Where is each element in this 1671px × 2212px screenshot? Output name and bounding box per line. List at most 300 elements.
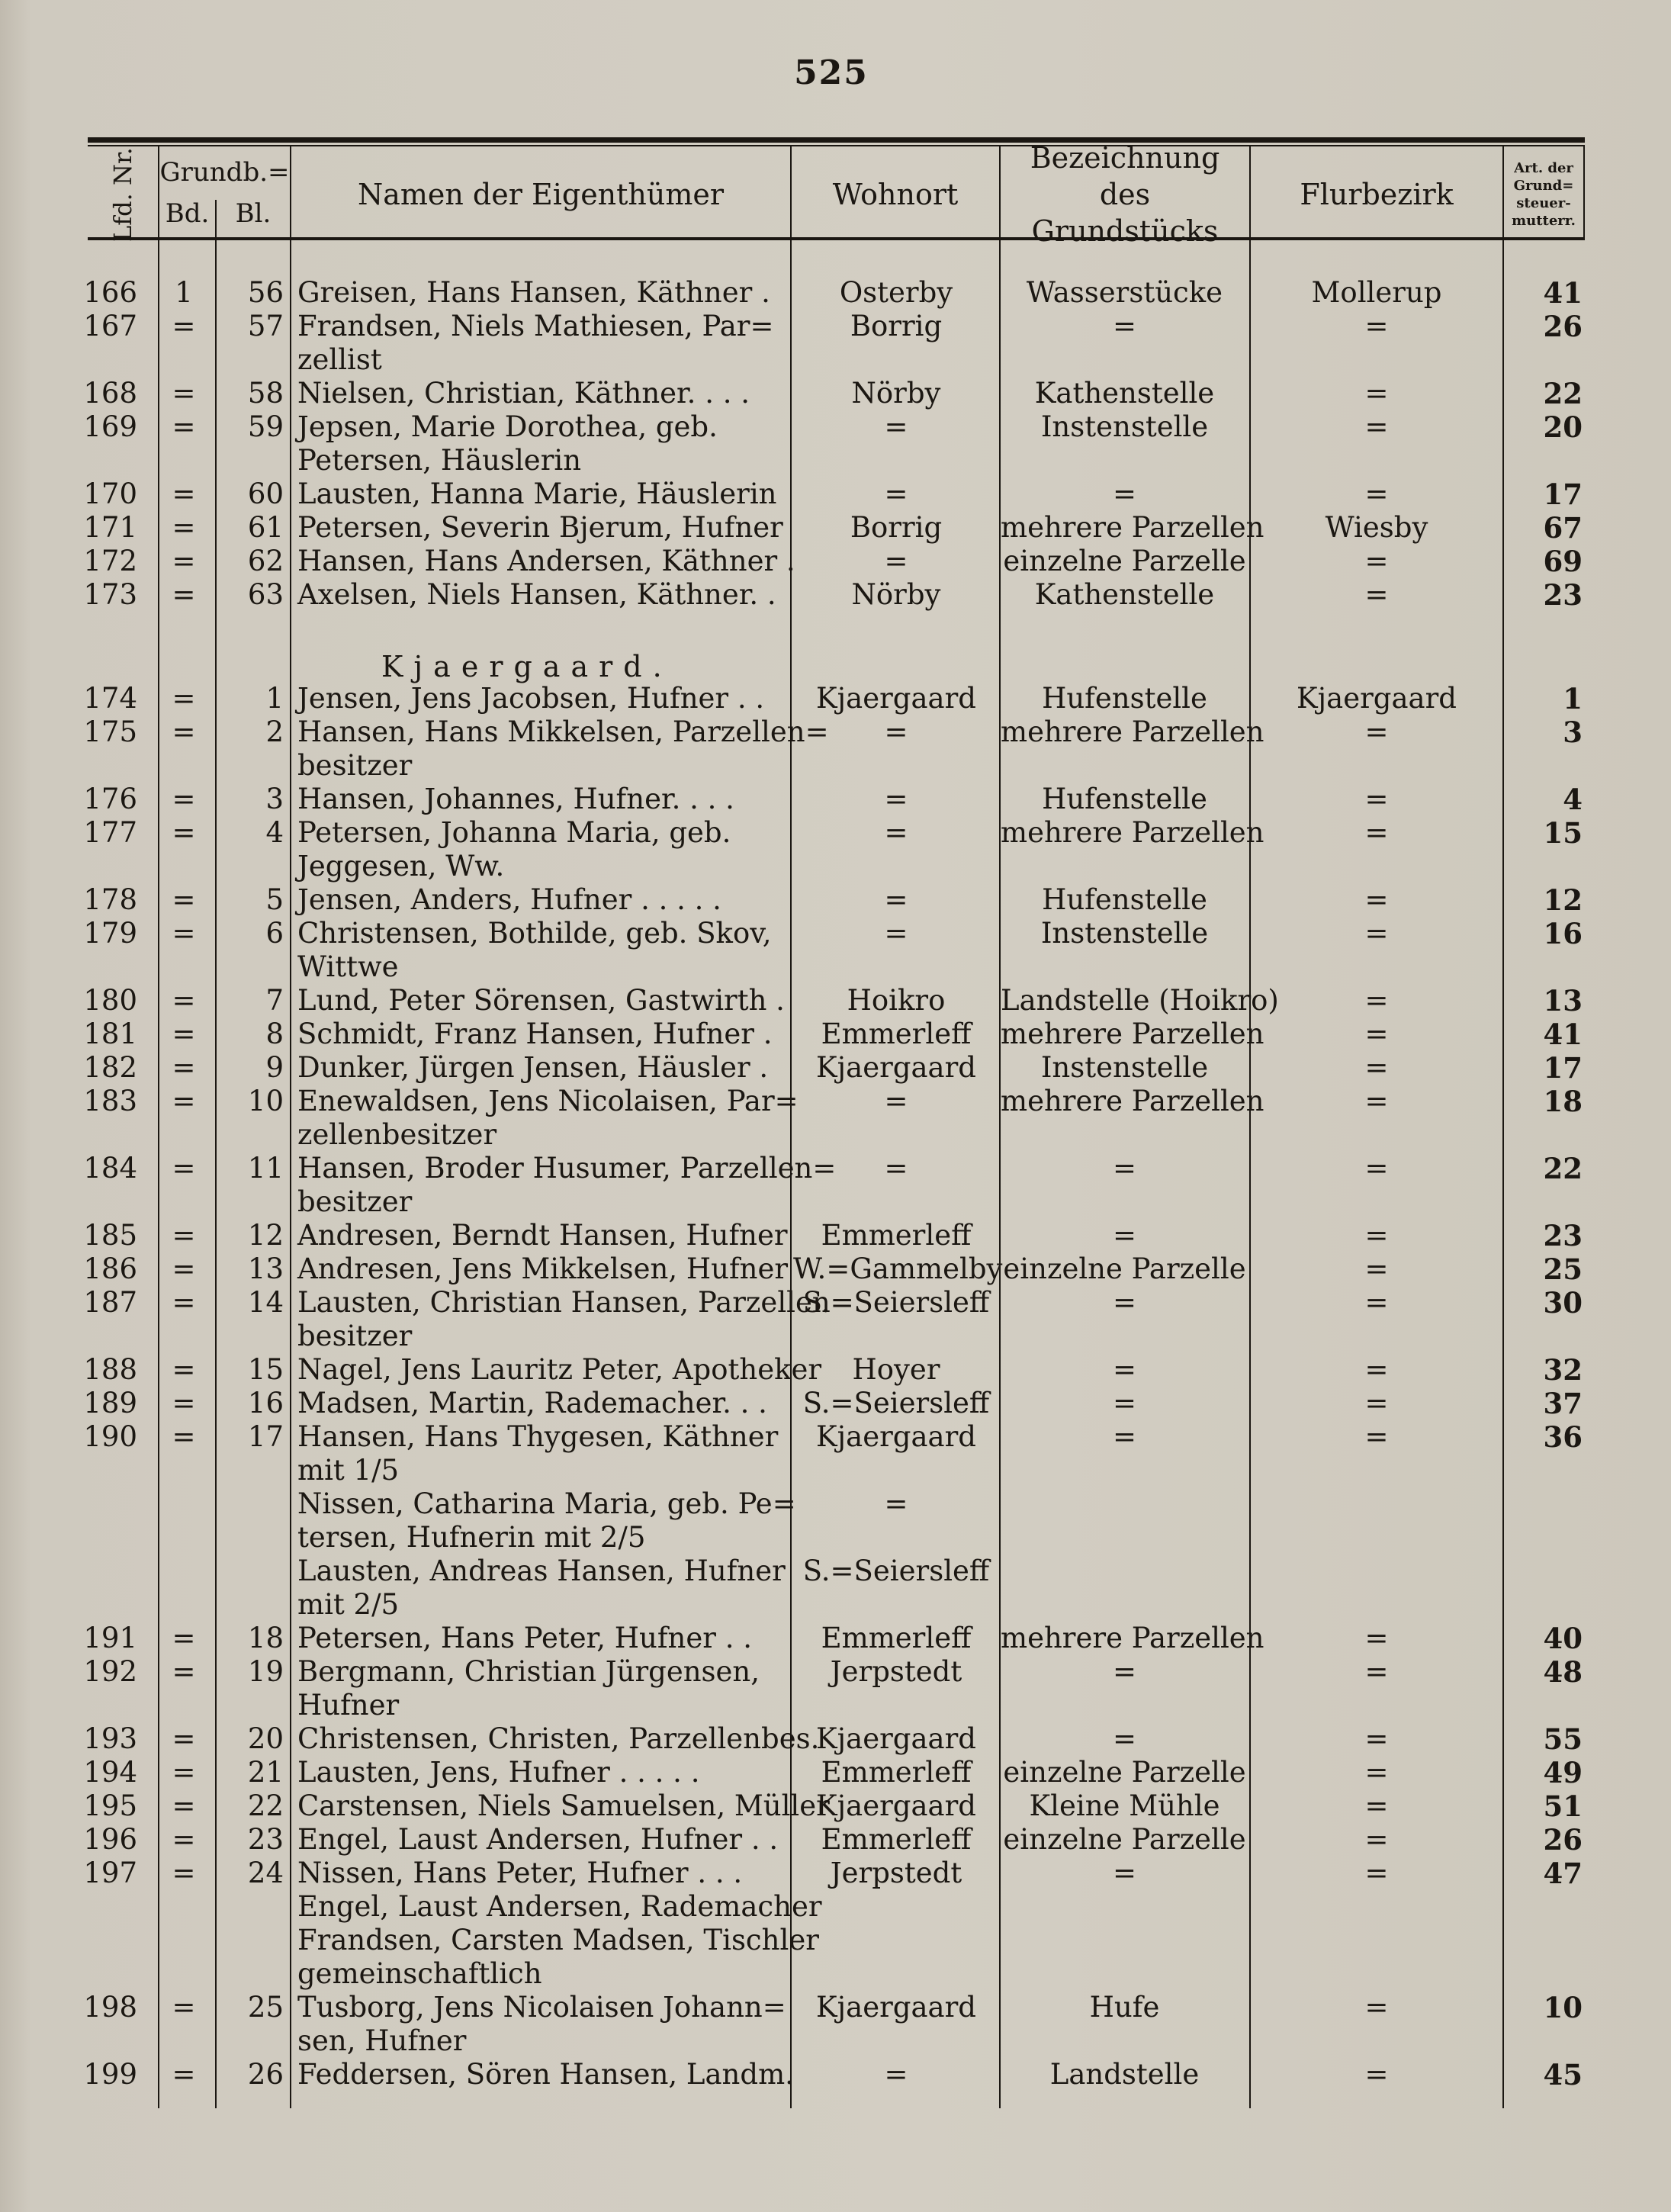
eigenthuemer-line: Dunker, Jürgen Jensen, Häusler . xyxy=(297,1051,769,1084)
cell-eigenthuemer xyxy=(297,1655,786,1722)
cell-bezeichnung: = xyxy=(1112,1219,1136,1252)
eigenthuemer-line: zellist xyxy=(297,343,382,376)
cell-artikel: 48 xyxy=(1543,1655,1583,1689)
cell-artikel: 41 xyxy=(1543,276,1583,310)
cell-grundbuch-blatt: 20 xyxy=(247,1722,284,1755)
eigenthuemer-line: Wittwe xyxy=(297,950,399,983)
cell-lfd-nr: 166 xyxy=(83,276,137,309)
cell-artikel: 17 xyxy=(1543,477,1583,511)
cell-grundbuch-blatt: 59 xyxy=(247,410,284,443)
cell-wohnort: = xyxy=(884,2058,908,2091)
cell-artikel: 37 xyxy=(1543,1387,1583,1420)
col-divider-right xyxy=(1583,146,1585,240)
cell-grundbuch-blatt: 26 xyxy=(247,2058,284,2091)
cell-artikel: 4 xyxy=(1563,783,1583,816)
cell-eigenthuemer xyxy=(297,917,786,984)
cell-flurbezirk: = xyxy=(1364,410,1389,443)
cell-bezeichnung: = xyxy=(1112,477,1136,510)
cell-grundbuch-blatt: 22 xyxy=(247,1789,284,1822)
cell-eigenthuemer xyxy=(297,715,829,783)
cell-eigenthuemer xyxy=(297,816,786,883)
cell-bezeichnung: einzelne Parzelle xyxy=(1003,1823,1246,1856)
table-row xyxy=(0,511,1671,545)
cell-grundbuch-band: = xyxy=(172,682,196,715)
table-row xyxy=(0,1857,1671,1890)
cell-artikel: 32 xyxy=(1543,1353,1583,1387)
cell-grundbuch-blatt: 17 xyxy=(247,1420,284,1453)
cell-wohnort: = xyxy=(884,1487,908,1520)
cell-grundbuch-blatt: 1 xyxy=(265,682,284,715)
cell-wohnort: Borrig xyxy=(850,511,943,544)
eigenthuemer-line: Jensen, Jens Jacobsen, Hufner . . xyxy=(297,682,765,715)
cell-grundbuch-blatt: 11 xyxy=(247,1152,284,1185)
cell-bezeichnung: Kathenstelle xyxy=(1034,578,1215,611)
eigenthuemer-line: Axelsen, Niels Hansen, Käthner. . xyxy=(297,578,776,611)
cell-grundbuch-band: = xyxy=(172,1823,196,1856)
cell-grundbuch-band: = xyxy=(172,1756,196,1789)
cell-flurbezirk: Wiesby xyxy=(1325,511,1428,544)
cell-eigenthuemer xyxy=(297,310,786,377)
cell-artikel: 20 xyxy=(1543,410,1583,444)
cell-artikel: 15 xyxy=(1543,816,1583,850)
cell-wohnort: = xyxy=(884,545,908,577)
eigenthuemer-line: Enewaldsen, Jens Nicolaisen, Par= xyxy=(297,1085,799,1117)
cell-lfd-nr: 182 xyxy=(83,1051,137,1084)
cell-lfd-nr: 179 xyxy=(83,917,137,950)
cell-wohnort: = xyxy=(884,917,908,950)
table-row xyxy=(0,1051,1671,1085)
cell-grundbuch-band: = xyxy=(172,545,196,577)
cell-bezeichnung: Kleine Mühle xyxy=(1029,1789,1220,1822)
cell-flurbezirk: = xyxy=(1364,1353,1389,1386)
table-row xyxy=(0,1924,1671,1991)
cell-flurbezirk: = xyxy=(1364,1252,1389,1285)
table-row xyxy=(0,1085,1671,1152)
cell-artikel: 22 xyxy=(1543,377,1583,410)
eigenthuemer-line: Jepsen, Marie Dorothea, geb. xyxy=(297,410,718,443)
cell-artikel: 55 xyxy=(1543,1722,1583,1756)
cell-lfd-nr: 183 xyxy=(83,1085,137,1117)
cell-lfd-nr: 185 xyxy=(83,1219,137,1252)
cell-wohnort: Emmerleff xyxy=(821,1756,972,1789)
cell-lfd-nr: 197 xyxy=(83,1857,137,1889)
table-row xyxy=(0,310,1671,377)
eigenthuemer-line: Greisen, Hans Hansen, Käthner . xyxy=(297,276,770,309)
table-row xyxy=(0,1991,1671,2058)
cell-artikel: 30 xyxy=(1543,1286,1583,1320)
cell-wohnort: = xyxy=(884,1085,908,1117)
cell-artikel: 1 xyxy=(1563,682,1583,715)
eigenthuemer-line: tersen, Hufnerin mit 2/5 xyxy=(297,1521,646,1554)
cell-wohnort: S.=Seiersleff xyxy=(802,1387,990,1419)
cell-eigenthuemer xyxy=(297,477,786,511)
header-art: Art. der Grund= steuer- mutterr. xyxy=(1512,160,1576,229)
header-grundb: Grundb.= xyxy=(159,157,290,188)
cell-bezeichnung: Instenstelle xyxy=(1040,917,1209,950)
header-wohnort: Wohnort xyxy=(832,178,959,211)
table-row xyxy=(0,1252,1671,1286)
eigenthuemer-line: Jeggesen, Ww. xyxy=(297,850,505,883)
cell-wohnort: Kjaergaard xyxy=(816,1789,976,1822)
cell-flurbezirk: = xyxy=(1364,1622,1389,1654)
cell-grundbuch-blatt: 13 xyxy=(247,1252,284,1285)
cell-bezeichnung: = xyxy=(1112,310,1136,342)
cell-grundbuch-band: = xyxy=(172,511,196,544)
cell-grundbuch-blatt: 24 xyxy=(247,1857,284,1889)
cell-grundbuch-band: = xyxy=(172,1722,196,1755)
cell-artikel: 12 xyxy=(1543,883,1583,917)
table-row xyxy=(0,1722,1671,1756)
eigenthuemer-line: Hansen, Hans Thygesen, Käthner xyxy=(297,1420,779,1453)
cell-flurbezirk: = xyxy=(1364,1152,1389,1185)
header-flurbezirk: Flurbezirk xyxy=(1300,178,1454,211)
table-row xyxy=(0,1286,1671,1353)
cell-flurbezirk: = xyxy=(1364,917,1389,950)
cell-eigenthuemer xyxy=(297,1152,837,1219)
cell-lfd-nr: 169 xyxy=(83,410,137,443)
cell-wohnort: S.=Seiersleff xyxy=(802,1555,990,1587)
eigenthuemer-line: Schmidt, Franz Hansen, Hufner . xyxy=(297,1018,773,1050)
cell-bezeichnung: einzelne Parzelle xyxy=(1003,1252,1246,1285)
cell-bezeichnung: Landstelle xyxy=(1049,2058,1200,2091)
cell-bezeichnung: = xyxy=(1112,1286,1136,1319)
table-row xyxy=(0,715,1671,783)
cell-bezeichnung: Hufenstelle xyxy=(1042,783,1207,815)
cell-bezeichnung: Hufenstelle xyxy=(1042,883,1207,916)
table-row xyxy=(0,1387,1671,1420)
cell-eigenthuemer xyxy=(297,1286,854,1353)
cell-grundbuch-band: = xyxy=(172,1353,196,1386)
cell-grundbuch-band: = xyxy=(172,816,196,849)
cell-flurbezirk: = xyxy=(1364,578,1389,611)
cell-grundbuch-band: = xyxy=(172,1018,196,1050)
eigenthuemer-line: Hansen, Johannes, Hufner. . . . xyxy=(297,783,734,815)
header-namen: Namen der Eigenthümer xyxy=(357,178,725,211)
section-heading-kjaergaard: Kjaergaard. xyxy=(381,650,673,683)
cell-flurbezirk: = xyxy=(1364,1420,1389,1453)
cell-grundbuch-blatt: 60 xyxy=(247,477,284,510)
cell-grundbuch-blatt: 25 xyxy=(247,1991,284,2024)
table-row xyxy=(0,1487,1671,1555)
cell-lfd-nr: 195 xyxy=(83,1789,137,1822)
cell-lfd-nr: 180 xyxy=(83,984,137,1017)
eigenthuemer-line: besitzer xyxy=(297,1185,413,1218)
cell-grundbuch-band: = xyxy=(172,578,196,611)
cell-flurbezirk: = xyxy=(1364,1219,1389,1252)
cell-grundbuch-blatt: 16 xyxy=(247,1387,284,1419)
table-row xyxy=(0,276,1671,310)
cell-grundbuch-blatt: 8 xyxy=(265,1018,284,1050)
table-row xyxy=(0,816,1671,883)
eigenthuemer-line: Hansen, Broder Husumer, Parzellen= xyxy=(297,1152,837,1185)
cell-wohnort: Hoyer xyxy=(852,1353,940,1386)
table-row xyxy=(0,917,1671,984)
cell-wohnort: Osterby xyxy=(839,276,953,309)
cell-eigenthuemer xyxy=(297,984,786,1018)
cell-flurbezirk: = xyxy=(1364,883,1389,916)
cell-wohnort: = xyxy=(884,1152,908,1185)
cell-bezeichnung: Kathenstelle xyxy=(1034,377,1215,410)
table-row xyxy=(0,682,1671,715)
cell-grundbuch-blatt: 21 xyxy=(247,1756,284,1789)
eigenthuemer-line: mit 1/5 xyxy=(297,1454,400,1487)
eigenthuemer-line: Madsen, Martin, Rademacher. . . xyxy=(297,1387,767,1419)
cell-eigenthuemer xyxy=(297,578,786,612)
header-lfd-nr: Lfd. Nr. xyxy=(108,147,137,242)
cell-grundbuch-blatt: 7 xyxy=(265,984,284,1017)
table-row xyxy=(0,1622,1671,1655)
table-row xyxy=(0,578,1671,612)
cell-eigenthuemer xyxy=(297,1051,786,1085)
cell-grundbuch-band: 1 xyxy=(175,276,193,309)
cell-wohnort: Jerpstedt xyxy=(830,1857,962,1889)
cell-flurbezirk: Mollerup xyxy=(1311,276,1442,309)
table-row xyxy=(0,377,1671,410)
cell-flurbezirk: = xyxy=(1364,1722,1389,1755)
cell-grundbuch-blatt: 58 xyxy=(247,377,284,410)
table-row xyxy=(0,1823,1671,1857)
cell-flurbezirk: = xyxy=(1364,816,1389,849)
cell-artikel: 18 xyxy=(1543,1085,1583,1118)
cell-lfd-nr: 181 xyxy=(83,1018,137,1050)
cell-lfd-nr: 198 xyxy=(83,1991,137,2024)
cell-lfd-nr: 177 xyxy=(83,816,137,849)
cell-wohnort: = xyxy=(884,715,908,748)
cell-flurbezirk: = xyxy=(1364,377,1389,410)
table-row xyxy=(0,1353,1671,1387)
cell-bezeichnung: = xyxy=(1112,1387,1136,1419)
cell-flurbezirk: = xyxy=(1364,1286,1389,1319)
cell-wohnort: = xyxy=(884,816,908,849)
eigenthuemer-line: Hansen, Hans Mikkelsen, Parzellen= xyxy=(297,715,829,748)
cell-bezeichnung: Hufenstelle xyxy=(1042,682,1207,715)
cell-eigenthuemer xyxy=(297,1756,786,1789)
eigenthuemer-line: Lausten, Christian Hansen, Parzellen= xyxy=(297,1286,854,1319)
cell-eigenthuemer xyxy=(297,1387,786,1420)
table-row xyxy=(0,545,1671,578)
table-row xyxy=(0,1018,1671,1051)
cell-eigenthuemer xyxy=(297,682,786,715)
cell-wohnort: Jerpstedt xyxy=(830,1655,962,1688)
cell-grundbuch-blatt: 23 xyxy=(247,1823,284,1856)
cell-artikel: 23 xyxy=(1543,1219,1583,1252)
cell-artikel: 26 xyxy=(1543,310,1583,343)
table-row xyxy=(0,1756,1671,1789)
eigenthuemer-line: Petersen, Häuslerin xyxy=(297,444,582,477)
cell-lfd-nr: 192 xyxy=(83,1655,137,1688)
cell-flurbezirk: = xyxy=(1364,1051,1389,1084)
cell-lfd-nr: 170 xyxy=(83,477,137,510)
eigenthuemer-line: Frandsen, Niels Mathiesen, Par= xyxy=(297,310,774,342)
cell-grundbuch-band: = xyxy=(172,917,196,950)
cell-bezeichnung: einzelne Parzelle xyxy=(1003,1756,1246,1789)
cell-lfd-nr: 176 xyxy=(83,783,137,815)
cell-artikel: 40 xyxy=(1543,1622,1583,1655)
cell-grundbuch-band: = xyxy=(172,310,196,342)
cell-lfd-nr: 190 xyxy=(83,1420,137,1453)
cell-artikel: 36 xyxy=(1543,1420,1583,1454)
table-row xyxy=(0,2058,1671,2091)
cell-bezeichnung: mehrere Parzellen xyxy=(1001,1018,1264,1050)
cell-artikel: 45 xyxy=(1543,2058,1583,2091)
cell-grundbuch-blatt: 62 xyxy=(247,545,284,577)
cell-artikel: 16 xyxy=(1543,917,1583,950)
cell-eigenthuemer xyxy=(297,1420,786,1487)
cell-eigenthuemer xyxy=(297,1622,786,1655)
eigenthuemer-line: Carstensen, Niels Samuelsen, Müller xyxy=(297,1789,830,1822)
cell-flurbezirk: = xyxy=(1364,1387,1389,1419)
eigenthuemer-line: Hansen, Hans Andersen, Käthner . xyxy=(297,545,795,577)
cell-eigenthuemer xyxy=(297,2058,794,2091)
cell-flurbezirk: = xyxy=(1364,310,1389,342)
eigenthuemer-line: Petersen, Hans Peter, Hufner . . xyxy=(297,1622,753,1654)
cell-eigenthuemer xyxy=(297,511,786,545)
cell-wohnort: Emmerleff xyxy=(821,1018,972,1050)
cell-eigenthuemer xyxy=(297,1991,786,2058)
cell-lfd-nr: 167 xyxy=(83,310,137,342)
eigenthuemer-line: sen, Hufner xyxy=(297,2024,467,2057)
cell-grundbuch-blatt: 10 xyxy=(247,1085,284,1117)
cell-wohnort: = xyxy=(884,783,908,815)
cell-lfd-nr: 191 xyxy=(83,1622,137,1654)
cell-wohnort: Emmerleff xyxy=(821,1823,972,1856)
cell-bezeichnung: = xyxy=(1112,1353,1136,1386)
cell-grundbuch-blatt: 9 xyxy=(265,1051,284,1084)
eigenthuemer-line: Nagel, Jens Lauritz Peter, Apotheker xyxy=(297,1353,822,1386)
cell-eigenthuemer xyxy=(297,377,786,410)
cell-grundbuch-band: = xyxy=(172,1051,196,1084)
cell-artikel: 69 xyxy=(1543,545,1583,578)
table-row xyxy=(0,1420,1671,1487)
cell-lfd-nr: 193 xyxy=(83,1722,137,1755)
cell-eigenthuemer xyxy=(297,1219,786,1252)
table-row xyxy=(0,1789,1671,1823)
cell-grundbuch-blatt: 3 xyxy=(265,783,284,815)
cell-lfd-nr: 172 xyxy=(83,545,137,577)
cell-eigenthuemer xyxy=(297,1789,830,1823)
cell-bezeichnung: mehrere Parzellen xyxy=(1001,511,1264,544)
eigenthuemer-line: Jensen, Anders, Hufner . . . . . xyxy=(297,883,721,916)
cell-flurbezirk: = xyxy=(1364,984,1389,1017)
eigenthuemer-line: Lausten, Jens, Hufner . . . . . xyxy=(297,1756,700,1789)
cell-wohnort: = xyxy=(884,410,908,443)
cell-grundbuch-band: = xyxy=(172,1252,196,1285)
cell-lfd-nr: 168 xyxy=(83,377,137,410)
cell-grundbuch-band: = xyxy=(172,477,196,510)
cell-grundbuch-band: = xyxy=(172,715,196,748)
cell-artikel: 17 xyxy=(1543,1051,1583,1085)
cell-wohnort: Nörby xyxy=(851,377,941,410)
cell-wohnort: S.=Seiersleff xyxy=(802,1286,990,1319)
eigenthuemer-line: gemeinschaftlich xyxy=(297,1957,542,1990)
cell-artikel: 10 xyxy=(1543,1991,1583,2024)
cell-wohnort: Kjaergaard xyxy=(816,682,976,715)
cell-flurbezirk: = xyxy=(1364,1823,1389,1856)
cell-bezeichnung: mehrere Parzellen xyxy=(1001,1622,1264,1654)
cell-grundbuch-band: = xyxy=(172,1286,196,1319)
cell-eigenthuemer xyxy=(297,1857,786,1890)
cell-grundbuch-blatt: 56 xyxy=(247,276,284,309)
cell-bezeichnung: Hufe xyxy=(1089,1991,1160,2024)
cell-wohnort: = xyxy=(884,883,908,916)
eigenthuemer-line: besitzer xyxy=(297,749,413,782)
cell-flurbezirk: = xyxy=(1364,2058,1389,2091)
cell-grundbuch-band: = xyxy=(172,377,196,410)
table-row xyxy=(0,1555,1671,1622)
cell-wohnort: Emmerleff xyxy=(821,1219,972,1252)
cell-artikel: 67 xyxy=(1543,511,1583,545)
cell-wohnort: Nörby xyxy=(851,578,941,611)
eigenthuemer-line: Lund, Peter Sörensen, Gastwirth . xyxy=(297,984,785,1017)
header-top-rule-thin xyxy=(88,145,1585,146)
cell-flurbezirk: = xyxy=(1364,545,1389,577)
eigenthuemer-line: Andresen, Berndt Hansen, Hufner xyxy=(297,1219,788,1252)
eigenthuemer-line: Hufner xyxy=(297,1689,400,1722)
cell-lfd-nr: 178 xyxy=(83,883,137,916)
cell-grundbuch-band: = xyxy=(172,1991,196,2024)
eigenthuemer-line: Lausten, Andreas Hansen, Hufner xyxy=(297,1555,786,1587)
cell-eigenthuemer xyxy=(297,1924,819,1991)
cell-flurbezirk: = xyxy=(1364,1789,1389,1822)
cell-bezeichnung: mehrere Parzellen xyxy=(1001,816,1264,849)
eigenthuemer-line: Petersen, Johanna Maria, geb. xyxy=(297,816,731,849)
cell-lfd-nr: 188 xyxy=(83,1353,137,1386)
cell-grundbuch-blatt: 57 xyxy=(247,310,284,342)
cell-flurbezirk: = xyxy=(1364,1655,1389,1688)
cell-bezeichnung: = xyxy=(1112,1857,1136,1889)
cell-eigenthuemer xyxy=(297,783,786,816)
cell-bezeichnung: Instenstelle xyxy=(1040,1051,1209,1084)
cell-lfd-nr: 186 xyxy=(83,1252,137,1285)
cell-flurbezirk: = xyxy=(1364,1857,1389,1889)
eigenthuemer-line: Christensen, Bothilde, geb. Skov, xyxy=(297,917,772,950)
cell-wohnort: Kjaergaard xyxy=(816,1051,976,1084)
cell-flurbezirk: = xyxy=(1364,477,1389,510)
cell-grundbuch-band: = xyxy=(172,1152,196,1185)
table-row xyxy=(0,1655,1671,1722)
header-top-rule xyxy=(88,137,1585,143)
cell-eigenthuemer xyxy=(297,1823,786,1857)
eigenthuemer-line: Engel, Laust Andersen, Hufner . . xyxy=(297,1823,779,1856)
cell-lfd-nr: 187 xyxy=(83,1286,137,1319)
cell-artikel: 25 xyxy=(1543,1252,1583,1286)
cell-grundbuch-band: = xyxy=(172,2058,196,2091)
cell-lfd-nr: 173 xyxy=(83,578,137,611)
eigenthuemer-line: Feddersen, Sören Hansen, Landm. xyxy=(297,2058,794,2091)
cell-grundbuch-blatt: 61 xyxy=(247,511,284,544)
cell-eigenthuemer xyxy=(297,883,786,917)
cell-artikel: 26 xyxy=(1543,1823,1583,1857)
eigenthuemer-line: Andresen, Jens Mikkelsen, Hufner xyxy=(297,1252,789,1285)
cell-grundbuch-blatt: 63 xyxy=(247,578,284,611)
eigenthuemer-line: besitzer xyxy=(297,1320,413,1352)
cell-grundbuch-blatt: 15 xyxy=(247,1353,284,1386)
cell-flurbezirk: Kjaergaard xyxy=(1297,682,1457,715)
cell-grundbuch-band: = xyxy=(172,883,196,916)
cell-grundbuch-blatt: 19 xyxy=(247,1655,284,1688)
cell-grundbuch-blatt: 6 xyxy=(265,917,284,950)
cell-grundbuch-band: = xyxy=(172,1420,196,1453)
table-row xyxy=(0,1890,1671,1924)
cell-grundbuch-band: = xyxy=(172,1655,196,1688)
cell-flurbezirk: = xyxy=(1364,1756,1389,1789)
eigenthuemer-line: mit 2/5 xyxy=(297,1588,400,1621)
cell-grundbuch-blatt: 18 xyxy=(247,1622,284,1654)
cell-flurbezirk: = xyxy=(1364,1991,1389,2024)
table-row xyxy=(0,783,1671,816)
cell-eigenthuemer xyxy=(297,1353,822,1387)
cell-artikel: 47 xyxy=(1543,1857,1583,1890)
